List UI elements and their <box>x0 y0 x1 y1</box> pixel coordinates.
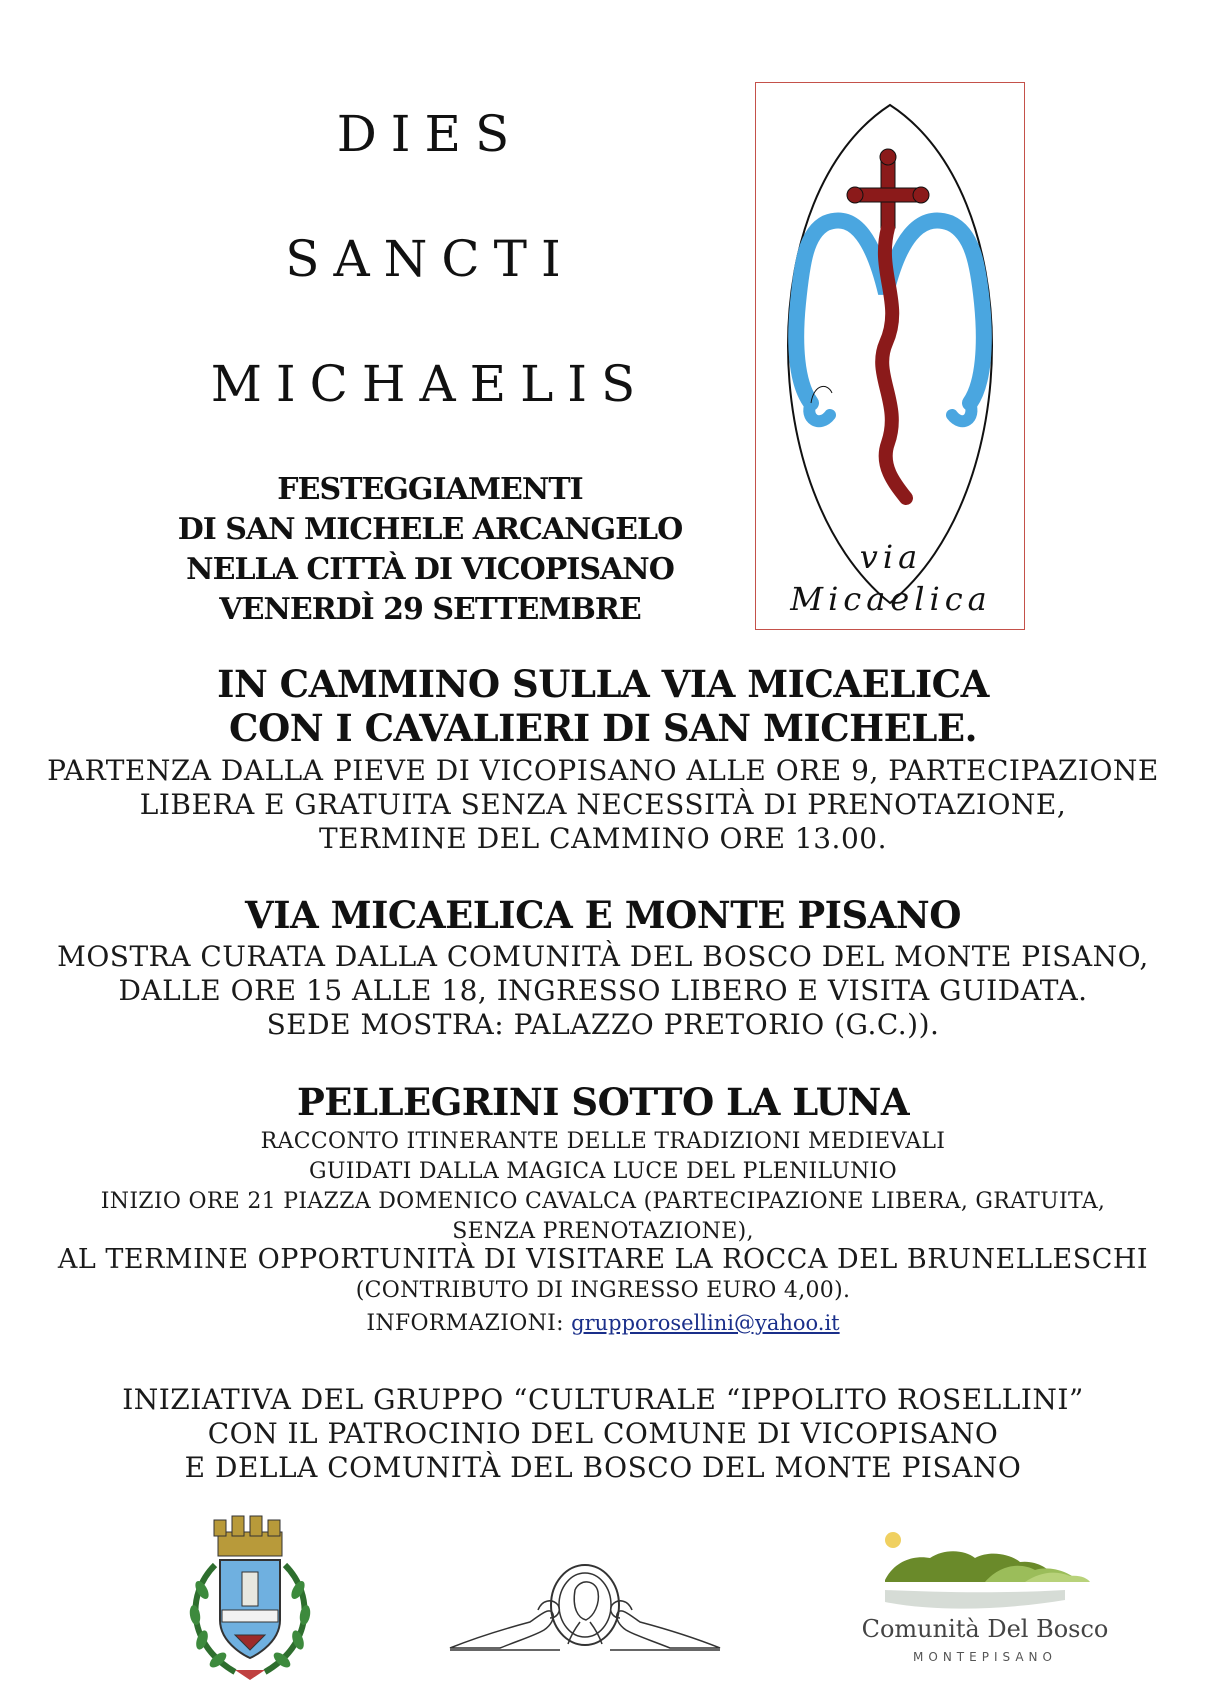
bosco-logo-subtitle: MONTEPISANO <box>913 1650 1057 1664</box>
title-line-sancti: SANCTI <box>285 230 575 288</box>
logo-text-via: via <box>859 538 923 576</box>
info-label: INFORMAZIONI: <box>366 1311 564 1336</box>
section3-body-large-line: AL TERMINE OPPORTUNITÀ DI VISITARE LA ROCCA DEL BRUNELLESCHI <box>57 1244 1149 1275</box>
info-email-link[interactable]: grupporosellini@yahoo.it <box>571 1311 840 1335</box>
section3-body-line: SENZA PRENOTAZIONE), <box>452 1219 754 1244</box>
section3-body-line: INIZIO ORE 21 PIAZZA DOMENICO CAVALCA (PARTECIPAZIONE LIBERA, GRATUITA, <box>100 1189 1106 1214</box>
section1-body-line: PARTENZA DALLA PIEVE DI VICOPISANO ALLE ORE 9, PARTECIPAZIONE <box>47 754 1159 787</box>
section1-body <box>0 754 1206 856</box>
logo-text-micaelica: Micaelica <box>790 580 992 618</box>
section2-heading <box>0 893 1206 937</box>
section3-contributo <box>0 1276 1206 1306</box>
section2-body-line: DALLE ORE 15 ALLE 18, INGRESSO LIBERO E VISITA GUIDATA. <box>118 974 1088 1007</box>
bosco-logo-name: Comunità Del Bosco <box>861 1615 1109 1643</box>
vicopisano-crest-icon <box>180 1510 320 1685</box>
section2-body-line: SEDE MOSTRA: PALAZZO PRETORIO (G.C.)). <box>266 1008 940 1041</box>
footer-line: CON IL PATROCINIO DEL COMUNE DI VICOPISANO <box>207 1417 999 1450</box>
contributo-line: (CONTRIBUTO DI INGRESSO EURO 4,00). <box>355 1278 851 1303</box>
info-row <box>0 1308 1206 1339</box>
section2-body-line: MOSTRA CURATA DALLA COMUNITÀ DEL BOSCO DEL MONTE PISANO, <box>57 940 1149 973</box>
via-micaelica-logo <box>755 82 1025 630</box>
footer-credits <box>0 1383 1206 1485</box>
intro-line: DI SAN MICHELE ARCANGELO <box>177 512 683 547</box>
comunita-del-bosco-logo-icon <box>875 1520 1095 1620</box>
section1-heading <box>0 662 1206 750</box>
intro-line: NELLA CITTÀ DI VICOPISANO <box>186 552 674 587</box>
section3-heading-line: PELLEGRINI SOTTO LA LUNA <box>296 1080 910 1124</box>
section1-body-line: TERMINE DEL CAMMINO ORE 13.00. <box>319 822 887 855</box>
section1-heading-line: CON I CAVALIERI DI SAN MICHELE. <box>229 706 977 750</box>
title-line-dies: DIES <box>336 105 524 163</box>
section3-body-line: GUIDATI DALLA MAGICA LUCE DEL PLENILUNIO <box>309 1159 897 1184</box>
intro-block <box>150 470 710 630</box>
intro-line: FESTEGGIAMENTI <box>277 472 583 507</box>
section3-body <box>0 1127 1206 1247</box>
footer-line: E DELLA COMUNITÀ DEL BOSCO DEL MONTE PISANO <box>184 1451 1022 1484</box>
footer-line: INIZIATIVA DEL GRUPPO “CULTURALE “IPPOLITO ROSELLINI” <box>122 1383 1084 1416</box>
section2-heading-line: VIA MICAELICA E MONTE PISANO <box>245 893 961 937</box>
section2-body <box>0 940 1206 1042</box>
section1-heading-line: IN CAMMINO SULLA VIA MICAELICA <box>217 662 989 706</box>
lions-medallion-engraving-icon <box>440 1560 730 1660</box>
intro-line: VENERDÌ 29 SETTEMBRE <box>219 592 641 627</box>
section3-body-line: RACCONTO ITINERANTE DELLE TRADIZIONI MEDIEVALI <box>260 1129 946 1154</box>
title-line-michaelis: MICHAELIS <box>210 355 650 413</box>
section1-body-line: LIBERA E GRATUITA SENZA NECESSITÀ DI PRENOTAZIONE, <box>139 788 1067 821</box>
section3-heading <box>0 1080 1206 1124</box>
section3-body-large <box>0 1244 1206 1276</box>
